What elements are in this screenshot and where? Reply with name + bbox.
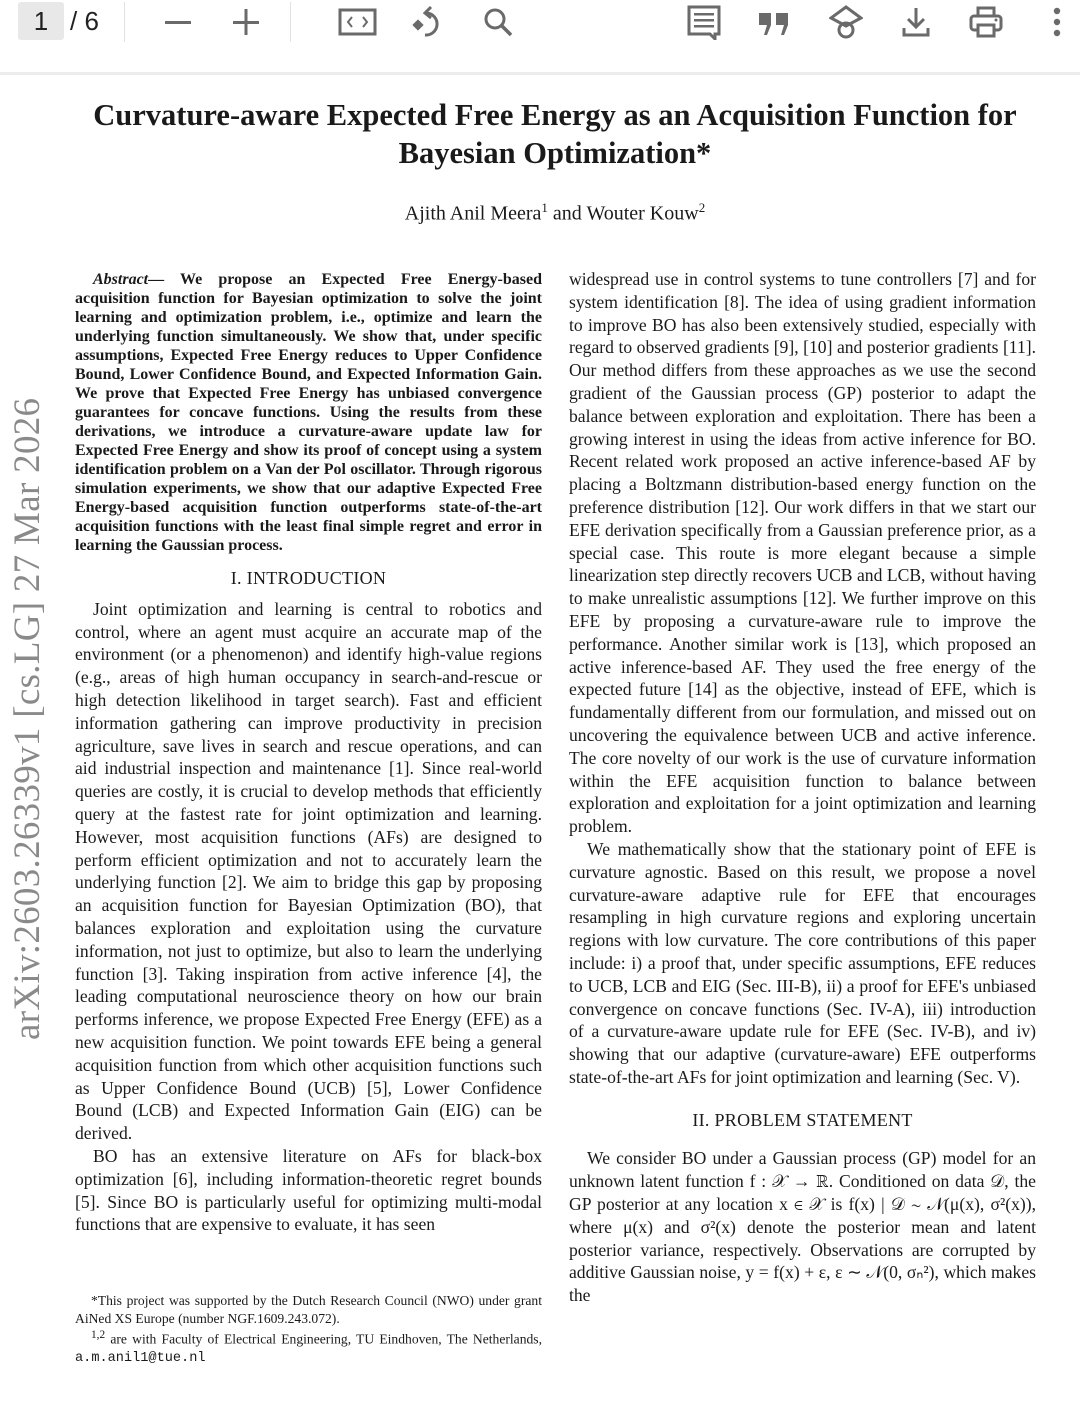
related-work-paragraph: widespread use in control systems to tune controllers [7] and for system identification [8]. The idea of using gradient information to improve BO has also been extensively studied, especially with regard to observed gradients [9], [10] and posterior gradients [11]. Our method differs from these approaches as we use the second gradient of the Gaussian process (GP) posterior to adapt the balance between exploration and exploitation. There has been a growing interest in using the ideas from active inference for BO. Recent related work proposed an active inference-based AF by placing a Boltzmann distribution-based energy function on the preference distribution [12]. Our work differs in that we start our EFE derivation specifically from a Gaussian preference prior, as a special case. This route is more elegant because a simple linearization step directly recovers UCB and LCB, without having to make unrealistic assumptions [12]. We further improve on this EFE by proposing a curvature-aware rule to improve the performance. Another similar work is [13], which proposed an active inference-based AF. They used the free energy of the expected future [14] as the objective, instead of EFE, which is fundamentally different from our formulation, and missed out on uncovering the equivalence between UCB and active inference. The core novelty of our work is the use of curvature information within the EFE acquisition function to balance between exploration and exploitation for a joint optimization and learning problem. bbox=[569, 269, 1036, 837]
scholar-icon bbox=[829, 4, 863, 40]
footnote-mark: 1,2 bbox=[91, 1329, 106, 1341]
zoom-in-icon bbox=[232, 8, 260, 36]
rotate-button[interactable] bbox=[408, 0, 448, 44]
intro-paragraph-1: Joint optimization and learning is central to robotics and control, where an agent must acquire an accurate map of the environment (or a phenomenon) and identify high-value regions (e.g., areas of high human occupancy in search-and-rescue or high detection likelihood in target search). Fast and efficient information gathering can improve productivity in precision agriculture, save lives in search and rescue operations, and can aid industrial inspection and maintenance [1]. Since real-world queries are costly, it is crucial to develop methods that efficiently query at the fastest rate for joint optimization and learning. However, most acquisition functions (AFs) are designed to perform efficient optimization and not to accurately learn the underlying function [2]. We aim to bridge this gap by proposing an acquisition function for Bayesian Optimization (BO), that balances exploration and exploitation using the curvature information, not just to optimize, but also to learn the underlying function [3]. Taking inspiration from active inference [4], the leading computational neuroscience theory on how our brain performs inference, we propose Expected Free Energy (EFE) as a new acquisition function. We point towards EFE being a general acquisition function from which other acquisition functions such as Upper Confidence Bound (UCB) [5], Lower Confidence Bound (LCB) and Expected Information Gain (EIG) can be derived. bbox=[75, 598, 542, 1144]
author-affiliation-mark: 2 bbox=[698, 200, 706, 215]
page-number-input[interactable]: 1 bbox=[18, 2, 64, 40]
section-heading-introduction: I. INTRODUCTION bbox=[230, 568, 387, 588]
fit-width-icon bbox=[338, 7, 378, 37]
footnote-affiliation bbox=[75, 1327, 542, 1368]
scholar-button[interactable] bbox=[826, 0, 866, 44]
toolbar-divider bbox=[124, 2, 125, 42]
right-column bbox=[569, 268, 1036, 1307]
paper-authors bbox=[0, 200, 1080, 226]
author-name: Ajith Anil Meera bbox=[404, 202, 542, 225]
arxiv-stamp: arXiv:2603.26339v1 [cs.LG] 27 Mar 2026 bbox=[7, 397, 48, 1040]
search-icon bbox=[482, 6, 514, 38]
search-button[interactable] bbox=[478, 0, 518, 44]
zoom-out-button[interactable] bbox=[160, 0, 196, 44]
abstract-text: — We propose an Expected Free Energy-based acquisition function for Bayesian optimization to solve the joint learning and optimization problem, i.e., optimize and learn the underlying function simultaneously. We show that, under specific assumptions, Expected Free Energy reduces to Upper Confidence Bound, Lower Confidence Bound, and Expected Information Gain. We prove that Expected Free Energy has unbiased convergence guarantees for concave functions. Using the results from these derivations, we introduce a curvature-aware update law for Expected Free Energy and show its proof of concept using a system identification problem on a Van der Pol oscillator. Through rigorous simulation experiments, we show that our adaptive Expected Free Energy-based acquisition function outperforms state-of-the-art acquisition functions with the least final simple regret and error in learning the Gaussian process. bbox=[75, 271, 542, 554]
contributions-paragraph: We mathematically show that the stationary point of EFE is curvature agnostic. Based on this result, we propose a novel curvature-aware adaptive rule for EFE that encourages resampling in high curvature regions and exploring uncertain regions with low curvature. The core contributions of this paper include: i) a proof that, under specific assumptions, EFE reduces to UCB, LCB and EIG (Sec. III-B), ii) a proof for EFE's unbiased convergence on concave functions (Sec. IV-A), iii) introduction of a curvature-aware update rule for EFE (Sec. IV-B), and iv) showing that our adaptive (curvature-aware) EFE outperforms state-of-the-art AFs for joint optimization and learning (Sec. V). bbox=[569, 838, 1036, 1087]
download-icon bbox=[901, 6, 931, 38]
section-heading-problem-statement: II. PROBLEM STATEMENT bbox=[692, 1109, 913, 1130]
zoom-in-button[interactable] bbox=[228, 0, 264, 44]
footnote-affiliation-text: are with Faculty of Electrical Engineering, TU Eindhoven, The Netherlands, bbox=[105, 1331, 542, 1347]
text-view-icon bbox=[687, 4, 721, 40]
footnotes bbox=[75, 1292, 542, 1368]
print-icon bbox=[969, 5, 1003, 39]
author-name: Wouter Kouw bbox=[586, 202, 699, 225]
more-options-button[interactable] bbox=[1042, 0, 1072, 44]
paper-title bbox=[70, 96, 1040, 172]
more-options-icon bbox=[1052, 6, 1062, 38]
print-button[interactable] bbox=[966, 0, 1006, 44]
title-line-2: Bayesian Optimization* bbox=[398, 136, 712, 170]
author-separator: and bbox=[547, 202, 587, 225]
abstract bbox=[75, 270, 542, 555]
abstract-label: Abstract bbox=[93, 271, 149, 288]
problem-statement-paragraph: We consider BO under a Gaussian process (GP) model for an unknown latent function f : 𝒳 → ℝ. Conditioned on data 𝒟, the GP posterior at any location x ∈ 𝒳 is f(x) | 𝒟 ∼ 𝒩(μ(x), σ²(x)), where μ(x) and σ²(x) denote the posterior mean and latent posterior variance, respectively. Observations are corrupted by additive Gaussian noise, y = f(x) + ε, ε ∼ 𝒩(0, σₙ²), which makes the bbox=[569, 1148, 1036, 1306]
text-view-button[interactable] bbox=[684, 0, 724, 44]
toolbar-divider bbox=[290, 2, 291, 42]
zoom-out-icon bbox=[164, 8, 192, 36]
author-affiliation-mark: 1 bbox=[541, 200, 548, 215]
title-line-1: Curvature-aware Expected Free Energy as an Acquisition Function for bbox=[93, 98, 1017, 132]
pdf-toolbar bbox=[0, 0, 1080, 75]
fit-width-button[interactable] bbox=[336, 0, 380, 44]
page-total: / 6 bbox=[70, 5, 99, 36]
intro-paragraph-2: BO has an extensive literature on AFs for black-box optimization [6], including information-theoretic regret bounds [5]. Since BO is particularly useful for optimizing multi-modal functions that are expensive to evaluate, it has seen bbox=[75, 1145, 542, 1235]
download-button[interactable] bbox=[896, 0, 936, 44]
left-column bbox=[75, 270, 542, 1236]
footnote-funding: *This project was supported by the Dutch Research Council (NWO) under grant AiNed XS Europe (number NGF.1609.243.072). bbox=[75, 1293, 542, 1326]
rotate-icon bbox=[411, 3, 445, 41]
cite-button[interactable] bbox=[754, 0, 794, 44]
author-email[interactable]: a.m.anil1@tue.nl bbox=[75, 1351, 206, 1367]
cite-icon bbox=[757, 7, 791, 37]
